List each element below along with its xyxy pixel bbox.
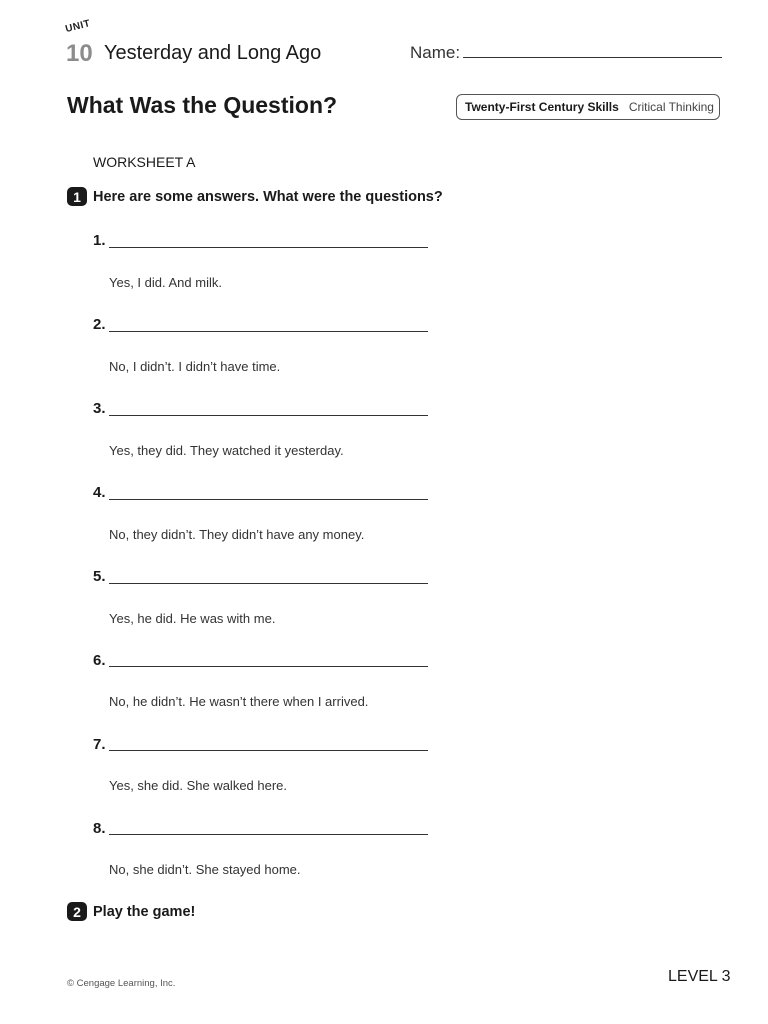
section-instruction: Here are some answers. What were the questions? [93,188,443,205]
question-write-line[interactable] [109,331,428,332]
question-number: 2. [93,316,106,333]
section-instruction: Play the game! [93,903,196,920]
question-write-line[interactable] [109,415,428,416]
question-write-line[interactable] [109,834,428,835]
skill-name: Critical Thinking [628,100,714,114]
answer-text: Yes, they did. They watched it yesterday. [109,443,344,458]
question-number: 4. [93,484,106,501]
section-number-badge: 1 [67,187,87,206]
answer-text: Yes, she did. She walked here. [109,778,288,793]
answer-text: Yes, he did. He was with me. [109,611,276,626]
unit-title: Yesterday and Long Ago [104,42,322,64]
worksheet-label: WORKSHEET A [93,154,196,170]
name-write-line[interactable] [463,57,722,58]
answer-text: No, she didn’t. She stayed home. [109,862,301,877]
question-write-line[interactable] [109,666,428,667]
section-number-badge: 2 [67,902,87,921]
question-number: 8. [93,820,106,837]
unit-number: 10 [66,40,93,67]
skills-box [456,94,720,120]
answer-text: No, I didn’t. I didn’t have time. [109,359,281,374]
section-2-heading [67,902,195,921]
question-write-line[interactable] [109,247,428,248]
level-label: LEVEL 3 [668,968,731,985]
question-number: 6. [93,652,106,669]
section-1-heading [67,187,443,206]
question-number: 1. [93,232,106,249]
answer-text: No, he didn’t. He wasn’t there when I arrived. [109,694,369,709]
page-title: What Was the Question? [67,92,338,118]
question-number: 3. [93,400,106,417]
question-number: 5. [93,568,106,585]
question-write-line[interactable] [109,583,428,584]
question-write-line[interactable] [109,499,428,500]
skills-label: Twenty-First Century Skills [465,100,619,114]
answer-text: No, they didn’t. They didn’t have any money. [109,527,365,542]
copyright-notice: © Cengage Learning, Inc. [67,978,176,989]
answer-text: Yes, I did. And milk. [109,275,222,290]
question-write-line[interactable] [109,750,428,751]
name-label: Name: [410,43,461,62]
unit-label: UNIT [64,18,92,35]
question-number: 7. [93,736,106,753]
